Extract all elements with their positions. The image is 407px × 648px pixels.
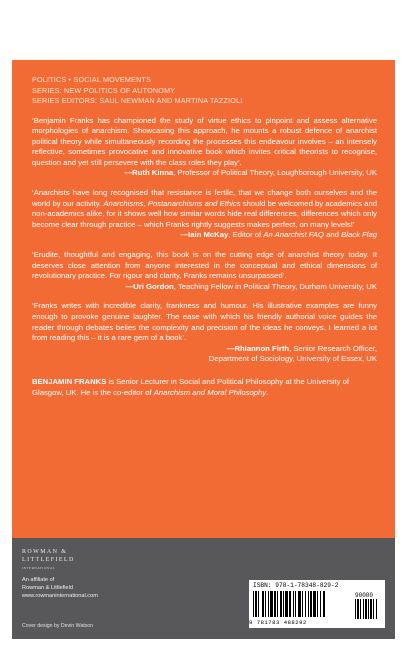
barcode-bar <box>285 591 288 617</box>
logo-line: INTERNATIONAL <box>22 566 56 570</box>
barcode-bar <box>274 591 276 617</box>
attribution-role: and <box>324 230 342 240</box>
barcode-bar <box>317 591 318 617</box>
barcode-bar <box>258 591 259 617</box>
attribution-name: —Rhiannon Firth <box>226 343 290 353</box>
barcode-bar <box>376 599 377 619</box>
barcode-bar <box>298 591 301 617</box>
isbn-barcode <box>249 580 385 628</box>
barcode-bar <box>313 591 316 617</box>
cover-credit: Cover design by Devin Watson <box>22 623 94 629</box>
cover-text <box>32 75 377 398</box>
isbn-number: ISBN: 978-1-78348-829-2 <box>253 582 339 589</box>
barcode-bar <box>289 591 291 617</box>
barcode-addon-digits: 90000 <box>355 592 374 599</box>
logo-line: LITTLEFIELD <box>22 557 75 563</box>
barcode-bar <box>262 591 264 617</box>
blurb-kinna <box>32 116 377 180</box>
attribution-role: , Editor of <box>228 230 264 240</box>
blurb-firth <box>32 301 377 365</box>
publisher-info <box>22 548 98 600</box>
barcode-bar <box>357 599 359 619</box>
barcode-bar <box>302 591 303 617</box>
barcode-bar <box>310 591 312 617</box>
barcode-bar <box>320 591 321 617</box>
barcode-bar <box>277 591 278 617</box>
blurb-attribution <box>32 282 377 293</box>
barcode-bar <box>280 591 282 617</box>
publisher-details <box>22 576 98 600</box>
barcode-bar <box>268 591 269 617</box>
blurb-text-part: should be welcomed by academics and non-academics alike, for it shows well how similar words hide real differences, differences which only become clear through practice – which Franks rightly suggests makes perfect, on many levels!’ <box>32 198 378 229</box>
blurb-text <box>32 188 377 230</box>
attribution-name: —Ruth Kinna <box>124 168 174 178</box>
series-editors: SERIES EDITORS: SAUL NEWMAN AND MARTINA TAZZIOLI <box>32 96 243 105</box>
barcode-bar <box>283 591 284 617</box>
barcode-digits: 9 781783 488292 <box>249 619 307 626</box>
blurb-text: ‘Erudite, thoughtful and engaging, this book is on the cutting edge of anarchist theory today. It deserves close attention from anyone interested in the conceptual and ethical dimensions of revolutionary practice. For rigour and clarity, Franks remains unsurpassed’. <box>32 250 377 281</box>
attribution-role: , Professor of Political Theory, Loughborough University, UK <box>173 168 377 178</box>
blurb-text: ‘Franks writes with incredible clarity, frankness and humour. His illustrative examples are funny enough to provoke genuine laughter. The ease with which his friendly authorial voice guides the reader through debates belies the complexity and precision of the ideas he conveys. I learned a lot from reading this – it is a rare gem of a book’. <box>32 301 377 343</box>
barcode-bar <box>255 591 257 617</box>
blurb-attribution <box>32 168 377 179</box>
blurb-text: ‘Benjamin Franks has championed the study of virtue ethics to pinpoint and assess alternative morphologies of anarchism. Showcasing this approach, he mounts a robust defence of anarchist political theory while simultaneously recording the processes this endeavour involves – an intensely reflective, sometimes provocative and innovative book which invites critical theorists to recognise, question and yet still persevere with the class roles they play’. <box>32 115 377 167</box>
barcode-bar <box>323 591 325 617</box>
bio-text: is Senior Lecturer in Social and Political Philosophy at the University of Glasgow, UK. He is the co-editor of <box>32 376 350 397</box>
publisher-logo <box>22 548 98 572</box>
barcode-bar <box>373 599 374 619</box>
barcode-icon <box>251 591 383 621</box>
attribution-name: —Iain McKay <box>180 230 229 240</box>
series-subject: POLITICS • SOCIAL MOVEMENTS <box>32 75 152 84</box>
publication-title: An Anarchist FAQ <box>263 230 324 240</box>
barcode-bar <box>253 591 254 617</box>
barcode-bar <box>355 599 356 619</box>
bio-text: . <box>266 387 269 397</box>
publication-title: Black Flag <box>341 230 377 240</box>
attribution-role: , Senior Research Officer, <box>289 343 377 353</box>
logo-line: ROWMAN & <box>22 549 68 555</box>
blurb-attribution <box>32 344 377 355</box>
publisher-website: www.rowmaninternational.com <box>22 593 98 599</box>
book-title: Anarchism and Moral Philosophy <box>153 387 267 397</box>
attribution-affiliation: Department of Sociology, University of Essex, UK <box>208 354 377 364</box>
barcode-bar <box>360 599 361 619</box>
attribution-name: —Uri Gordon <box>125 281 174 291</box>
publisher-affiliate: An affiliate of <box>22 577 55 583</box>
blurb-mckay <box>32 188 377 241</box>
blurb-gordon <box>32 250 377 292</box>
barcode-bar <box>370 599 372 619</box>
attribution-role: , Teaching Fellow in Political Theory, Durham University, UK <box>173 281 377 291</box>
author-name: BENJAMIN FRANKS <box>32 376 107 386</box>
barcode-bar <box>308 591 309 617</box>
barcode-bar <box>295 591 296 617</box>
barcode-bar <box>265 591 266 617</box>
barcode-bar <box>293 591 294 617</box>
barcode-bar <box>305 591 306 617</box>
book-title: Anarchisms, Postanarchisms and Ethics <box>103 198 241 208</box>
series-info <box>32 75 377 107</box>
barcode-bar <box>365 599 367 619</box>
barcode-bar <box>270 591 273 617</box>
blurb-text-part: ‘Anarchists have long recognised that resistance is fertile, that we change both ourselves and the world by our activity. <box>32 188 377 208</box>
barcode-bar <box>368 599 369 619</box>
author-bio <box>32 377 377 398</box>
publisher-name: Rowman & Littlefield <box>22 585 73 591</box>
series-title: SERIES: NEW POLITICS OF AUTONOMY <box>32 85 176 95</box>
barcode-bar <box>363 599 364 619</box>
blurb-attribution <box>32 230 377 241</box>
